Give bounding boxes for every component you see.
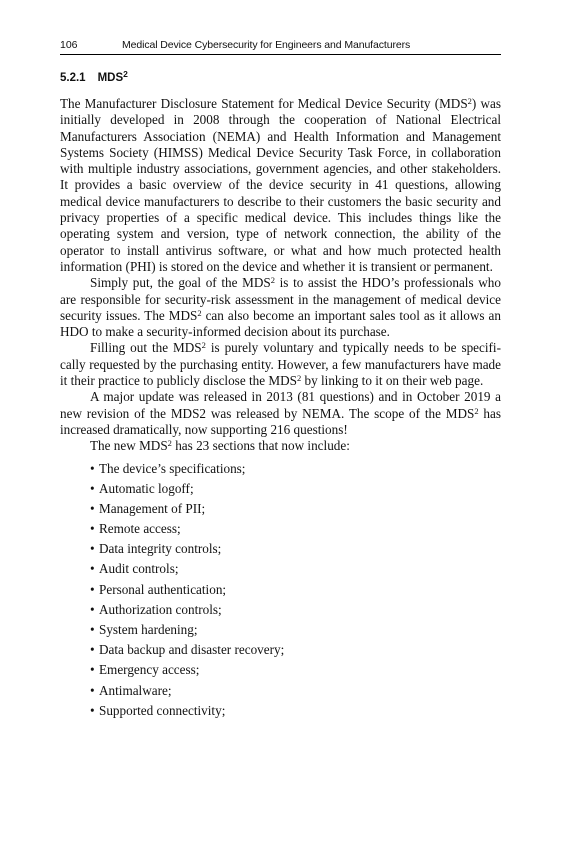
paragraph-voluntary	[60, 340, 501, 389]
list-item-text: Supported connectivity;	[99, 702, 226, 718]
superscript: 2	[197, 307, 202, 318]
bullet-glyph: •	[90, 601, 95, 617]
paragraph-goal	[60, 275, 501, 340]
list-item	[90, 662, 501, 682]
list-item-text: Personal authentication;	[99, 581, 227, 597]
text-run: has 23 sections that now include:	[171, 438, 350, 454]
text-run: is to assist the HDO’s professionals who are responsible for security-risk assessment in the management of medical device security issues. The MDS	[60, 275, 501, 323]
superscript: 2	[167, 438, 172, 449]
list-item-text: Remote access;	[99, 521, 181, 537]
bullet-glyph: •	[90, 460, 95, 476]
text-run: has increased dramatically, now supporting 216 questions!	[60, 405, 501, 437]
list-item-text: The device’s specifications;	[99, 460, 246, 476]
list-item-text: Authorization controls;	[99, 601, 222, 617]
superscript: 2	[467, 96, 472, 106]
list-item	[90, 683, 501, 703]
list-item-text: Automatic logoff;	[99, 480, 194, 496]
page-number: 106	[60, 39, 78, 51]
body-text	[60, 96, 501, 723]
list-item	[90, 521, 501, 541]
text-run: The Manufacturer Disclosure Statement for Medical Device Security (MDS	[60, 96, 468, 111]
superscript: 2	[296, 373, 302, 384]
superscript: 2	[474, 405, 479, 416]
running-header	[60, 38, 501, 55]
list-item-text: Management of PII;	[99, 500, 206, 516]
text-run: can also become an important sales tool as it allows an HDO to make a security-informed decision about its purchase.	[60, 307, 501, 340]
section-number: 5.2.1	[60, 72, 86, 84]
bullet-glyph: •	[90, 622, 95, 638]
bullet-glyph: •	[90, 642, 95, 658]
text-run: Filling out the MDS	[90, 340, 202, 356]
list-item	[90, 622, 501, 642]
text-run: The new MDS	[90, 438, 168, 454]
section-heading	[60, 69, 128, 84]
list-item-text: Data integrity controls;	[99, 541, 222, 557]
list-item-text: Antimalware;	[99, 682, 172, 698]
bullet-glyph: •	[90, 561, 95, 577]
section-title-superscript: 2	[123, 69, 128, 79]
text-run: Simply put, the goal of the MDS	[90, 275, 271, 291]
text-run: ) was initially developed in 2008 through the cooperation of National Electrical Manufacturers Association (NEMA) and Health Information and Management Systems Society (HIMSS) Medical Device Security Task Force, in collaboration with multiple industry associations, government agencies, and other stakeholders. It provides a basic overview of the device security in 41 questions, allowing medical device manufacturers to describe to their customers the basic security and privacy properties of a specific medical device. This includes things like the operating system and version, type of network connection, the ability of the operator to install antivirus software, or what and how much protected health information (PHI) is stored on the device and whether it is transient or permanent.	[60, 96, 501, 274]
list-item	[90, 602, 501, 622]
bullet-glyph: •	[90, 682, 95, 698]
bullet-glyph: •	[90, 500, 95, 516]
text-run: by linking to it on their web page.	[301, 373, 484, 389]
list-item-text: Audit controls;	[99, 561, 179, 577]
text-run: is purely voluntary and typically needs to be specifically requested by the purchasing entity. However, a few manufacturers have made it their practice to publicly disclose the MDS	[60, 340, 501, 389]
text-run: A major update was released in 2013 (81 questions) and in October 2019 a new revision of the MDS2 was released by NEMA. The scope of the MDS	[60, 389, 501, 421]
running-title: Medical Device Cybersecurity for Engineers and Manufacturers	[122, 39, 411, 51]
list-item	[90, 561, 501, 581]
bullet-glyph: •	[90, 581, 95, 597]
mds2-sections-list	[60, 461, 501, 723]
bullet-glyph: •	[90, 702, 95, 718]
bullet-glyph: •	[90, 541, 95, 557]
list-item	[90, 703, 501, 723]
list-item-text: Emergency access;	[99, 662, 200, 678]
paragraph-intro	[60, 96, 501, 275]
superscript: 2	[270, 275, 275, 286]
list-item	[90, 642, 501, 662]
list-item	[90, 582, 501, 602]
list-item	[90, 541, 501, 561]
list-item	[90, 481, 501, 501]
section-title	[97, 69, 128, 84]
list-item	[90, 501, 501, 521]
paragraph-sections-intro	[60, 438, 501, 454]
section-title-text: MDS	[97, 72, 124, 84]
superscript: 2	[201, 340, 206, 351]
list-item	[90, 461, 501, 481]
bullet-glyph: •	[90, 480, 95, 496]
bullet-glyph: •	[90, 521, 95, 537]
paragraph-update	[60, 389, 501, 438]
list-item-text: System hardening;	[99, 622, 198, 638]
list-item-text: Data backup and disaster recovery;	[99, 642, 285, 658]
bullet-glyph: •	[90, 662, 95, 678]
